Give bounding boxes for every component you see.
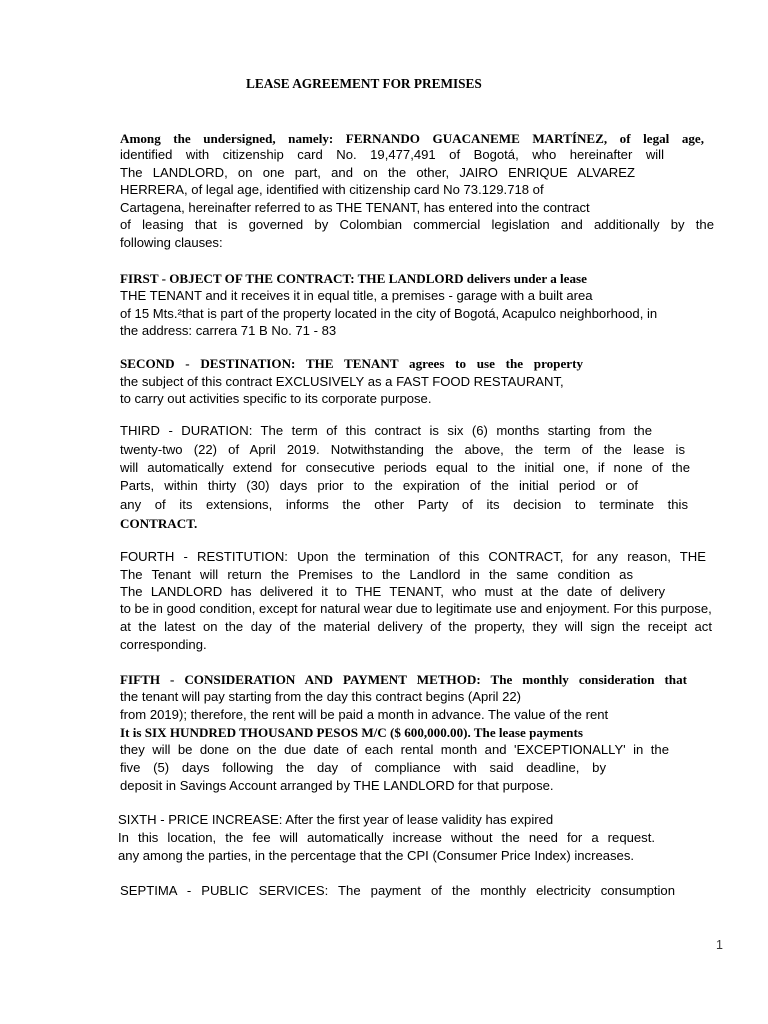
text-line: It is SIX HUNDRED THOUSAND PESOS M/C ($ 600,000.00). The lease payments xyxy=(120,725,583,740)
text-line: any of its extensions, informs the other Party of its decision to terminate this xyxy=(120,497,688,512)
text-line: the address: carrera 71 B No. 71 - 83 xyxy=(120,323,337,338)
text-line: SEPTIMA - PUBLIC SERVICES: The payment of the monthly electricity consumption xyxy=(120,883,675,898)
text-line: CONTRACT. xyxy=(120,516,198,531)
text-line: SECOND - DESTINATION: THE TENANT agrees to use the property xyxy=(120,356,583,371)
text-line: the tenant will pay starting from the day this contract begins (April 22) xyxy=(120,689,522,704)
text-line: any among the parties, in the percentage that the CPI (Consumer Price Index) increases. xyxy=(118,848,635,863)
text-line: they will be done on the due date of each rental month and 'EXCEPTIONALLY' in the xyxy=(120,742,669,757)
text-line: THE TENANT and it receives it in equal title, a premises - garage with a built area xyxy=(120,288,593,303)
text-line: five (5) days following the day of compliance with said deadline, by xyxy=(120,760,606,775)
text-line: HERRERA, of legal age, identified with citizenship card No 73.129.718 of xyxy=(120,182,544,197)
text-line: of 15 Mts.²that is part of the property located in the city of Bogotá, Acapulco neighborhood, in xyxy=(120,306,658,321)
text-line: FIRST - OBJECT OF THE CONTRACT: THE LANDLORD delivers under a lease xyxy=(120,271,587,286)
text-line: In this location, the fee will automatically increase without the need for a request. xyxy=(118,830,655,845)
text-line: will automatically extend for consecutive periods equal to the initial one, if none of the xyxy=(120,460,690,475)
text-line: of leasing that is governed by Colombian commercial legislation and additionally by the xyxy=(120,217,714,232)
text-line: at the latest on the day of the material delivery of the property, they will sign the receipt act xyxy=(120,619,712,634)
text-line: following clauses: xyxy=(120,235,223,250)
text-line: SIXTH - PRICE INCREASE: After the first year of lease validity has expired xyxy=(118,812,554,827)
text-line: Parts, within thirty (30) days prior to the expiration of the initial period or of xyxy=(120,478,638,493)
document-title: LEASE AGREEMENT FOR PREMISES xyxy=(246,76,482,91)
text-line: identified with citizenship card No. 19,477,491 of Bogotá, who hereinafter will xyxy=(120,147,664,162)
text-line: Cartagena, hereinafter referred to as THE TENANT, has entered into the contract xyxy=(120,200,590,215)
text-line: the subject of this contract EXCLUSIVELY as a FAST FOOD RESTAURANT, xyxy=(120,374,564,389)
text-line: corresponding. xyxy=(120,637,207,652)
text-line: twenty-two (22) of April 2019. Notwithstanding the above, the term of the lease is xyxy=(120,442,685,457)
text-line: The LANDLORD, on one part, and on the other, JAIRO ENRIQUE ALVAREZ xyxy=(120,165,635,180)
page-number: 1 xyxy=(716,938,723,952)
text-line: deposit in Savings Account arranged by THE LANDLORD for that purpose. xyxy=(120,778,554,793)
text-line: FIFTH - CONSIDERATION AND PAYMENT METHOD: The monthly consideration that xyxy=(120,672,687,687)
text-line: The LANDLORD has delivered it to THE TENANT, who must at the date of delivery xyxy=(120,584,665,599)
text-line: Among the undersigned, namely: FERNANDO GUACANEME MARTÍNEZ, of legal age, xyxy=(120,131,704,146)
text-line: from 2019); therefore, the rent will be paid a month in advance. The value of the rent xyxy=(120,707,609,722)
text-line: THIRD - DURATION: The term of this contract is six (6) months starting from the xyxy=(120,423,652,438)
text-line: to be in good condition, except for natural wear due to legitimate use and enjoyment. For this purpose, xyxy=(120,601,712,616)
text-line: FOURTH - RESTITUTION: Upon the termination of this CONTRACT, for any reason, THE xyxy=(120,549,706,564)
text-line: The Tenant will return the Premises to the Landlord in the same condition as xyxy=(120,567,633,582)
text-line: to carry out activities specific to its corporate purpose. xyxy=(120,391,432,406)
